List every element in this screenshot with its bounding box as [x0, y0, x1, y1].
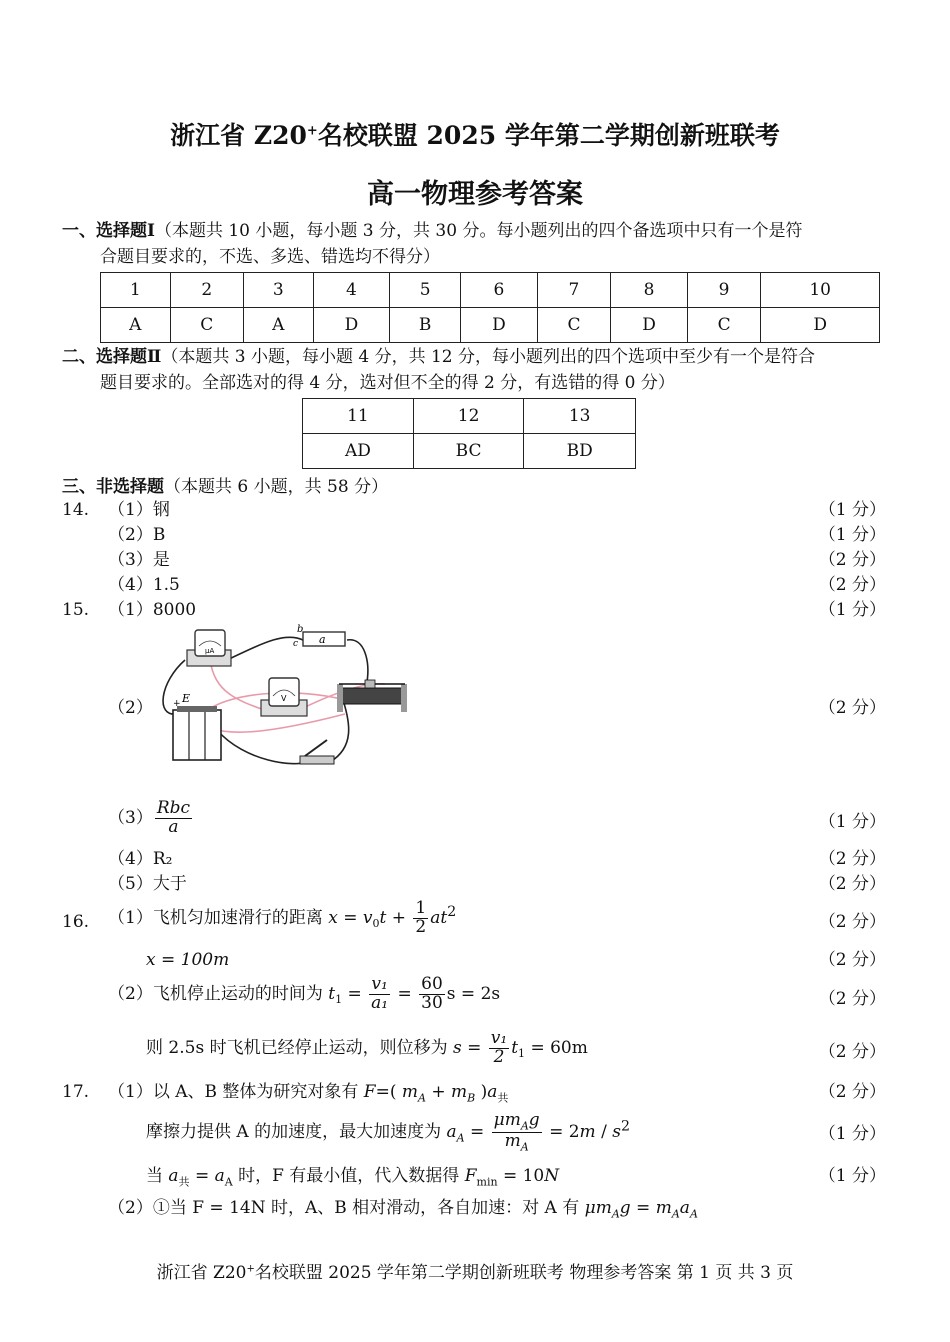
section1-answer-cell-5: B	[390, 308, 461, 343]
q16-score1: （2 分）	[818, 912, 886, 932]
q17-number: 17.	[62, 1082, 90, 1102]
section1-answer-cell-10: D	[761, 308, 880, 343]
q16-score2: （2 分）	[818, 950, 886, 970]
section1-number-cell-6: 6	[461, 273, 538, 308]
q14-number: 14.	[62, 500, 90, 520]
section2-answer-cell-1: AD	[303, 434, 414, 469]
q17-score3: （1 分）	[818, 1166, 886, 1186]
ammeter-label: μA	[205, 647, 215, 655]
section2-answer-cell-2: BC	[413, 434, 523, 469]
section1-number-cell-3: 3	[244, 273, 314, 308]
q14-item-3: （3）是	[108, 550, 170, 570]
q15-score3: （1 分）	[818, 812, 886, 832]
section1-number-cell-5: 5	[390, 273, 461, 308]
battery-plus: +	[173, 699, 181, 709]
q15-score2: （2 分）	[818, 698, 886, 718]
section2-number-cell-3: 13	[524, 399, 636, 434]
section1-desc: 一、选择题Ⅰ（本题共 10 小题，每小题 3 分，共 30 分。每小题列出的四个备选项中只有一个是符 合题目要求的，不选、多选、错选均不得分）	[62, 221, 803, 267]
circuit-diagram	[155, 622, 415, 772]
page-footer: 浙江省 Z20+名校联盟 2025 学年第二学期创新班联考 物理参考答案 第 1 页 共 3 页	[156, 1263, 794, 1283]
q15-part5: （5）大于	[108, 874, 187, 894]
q17-line2: 摩擦力提供 A 的加速度，最大加速度为 $a_A$ = $\frac{\mu m_Ag}{m_A}$ = $2m / s^2$	[146, 1110, 630, 1154]
q16-number: 16.	[62, 912, 90, 932]
page-subtitle: 高一物理参考答案	[367, 179, 583, 210]
q15-score1: （1 分）	[818, 600, 886, 620]
section2-number-cell-1: 11	[303, 399, 414, 434]
q14-score-2: （1 分）	[818, 525, 886, 545]
q14-score-1: （1 分）	[818, 500, 886, 520]
q17-score1: （2 分）	[818, 1082, 886, 1102]
section1-answer-cell-9: C	[687, 308, 760, 343]
voltmeter-icon	[261, 678, 307, 716]
resistor-label-b: b	[297, 624, 304, 635]
section1-number-cell-9: 9	[687, 273, 760, 308]
section1-number-cell-4: 4	[313, 273, 390, 308]
resistor-sample-icon	[293, 624, 345, 649]
section1-number-cell-2: 2	[170, 273, 243, 308]
q17-line3: 当 $a_共 = a_A$ 时，F 有最小值，代入数据得 $F_{min} = 10N$	[146, 1166, 560, 1189]
section2-answer-table	[302, 398, 636, 469]
q14-score-3: （2 分）	[818, 550, 886, 570]
section1-number-cell-8: 8	[611, 273, 688, 308]
q17-line1: （1）以 A、B 整体为研究对象有 F=( $m_A + m_B$ )$a_共$	[108, 1082, 509, 1105]
section1-answer-cell-3: A	[244, 308, 314, 343]
q16-line2: x = 100m	[146, 950, 230, 970]
q15-part4: （4）R₂	[108, 849, 173, 869]
battery-label-E: E	[182, 692, 191, 705]
section1-answer-cell-6: D	[461, 308, 538, 343]
q16-score4: （2 分）	[818, 1042, 886, 1062]
voltmeter-label: V	[281, 694, 287, 703]
section1-number-cell-1: 1	[101, 273, 171, 308]
q15-part1: （1）8000	[108, 600, 197, 620]
q15-score4: （2 分）	[818, 849, 886, 869]
resistor-label-a: a	[319, 633, 326, 646]
q16-score3: （2 分）	[818, 989, 886, 1009]
section3-desc: 三、非选择题（本题共 6 小题，共 58 分）	[62, 477, 389, 497]
section1-answer-cell-8: D	[611, 308, 688, 343]
section1-number-cell-7: 7	[537, 273, 610, 308]
exam-title: 浙江省 Z20+名校联盟 2025 学年第二学期创新班联考	[170, 121, 780, 150]
section2-desc: 二、选择题Ⅱ（本题共 3 小题，每小题 4 分，共 12 分，每小题列出的四个选项中至少有一个是符合 题目要求的。全部选对的得 4 分，选对但不全的得 2 分，有选错的得 0 分）	[62, 347, 816, 393]
q14-score-4: （2 分）	[818, 575, 886, 595]
q16-line1: （1）飞机匀加速滑行的距离 $x = v_0t$ + $\frac{1}{2}$ $at^2$	[108, 898, 457, 937]
section2-answer-cell-3: BD	[524, 434, 636, 469]
q14-item-2: （2）B	[108, 525, 166, 545]
q14-item-4: （4）1.5	[108, 575, 180, 595]
q15-number: 15.	[62, 600, 90, 620]
q15-score5: （2 分）	[818, 874, 886, 894]
section1-answer-cell-4: D	[313, 308, 390, 343]
q15-part2: （2）	[108, 698, 153, 718]
section1-number-cell-10: 10	[761, 273, 880, 308]
q16-line4: 则 2.5s 时飞机已经停止运动，则位移为 s = $\frac{\text{v₁}}{2}$ $t_1 = 60m$	[146, 1028, 588, 1067]
section1-answer-cell-1: A	[101, 308, 171, 343]
rheostat-icon	[337, 680, 407, 712]
ammeter-icon	[187, 630, 231, 666]
battery-icon	[173, 692, 221, 760]
q17-line4: （2）①当 F = 14N 时，A、B 相对滑动，各自加速：对 A 有 $\mu m_Ag = m_Aa_A$	[108, 1198, 698, 1221]
resistor-label-c: c	[293, 639, 299, 649]
section1-answer-cell-2: C	[170, 308, 243, 343]
q14-item-1: （1）钢	[108, 500, 170, 520]
section2-number-cell-2: 12	[413, 399, 523, 434]
q15-part3: （3） $\frac{\text{Rbc}}{a}$	[108, 798, 191, 837]
switch-icon	[300, 740, 334, 764]
q17-score2: （1 分）	[818, 1124, 886, 1144]
section1-answer-cell-7: C	[537, 308, 610, 343]
q16-line3: （2）飞机停止运动的时间为 $t_1$ = $\frac{\text{v₁}}{\text{a₁}}$ = $\frac{60}{30}$ s = 2s	[108, 974, 501, 1013]
section1-answer-table	[100, 272, 880, 343]
